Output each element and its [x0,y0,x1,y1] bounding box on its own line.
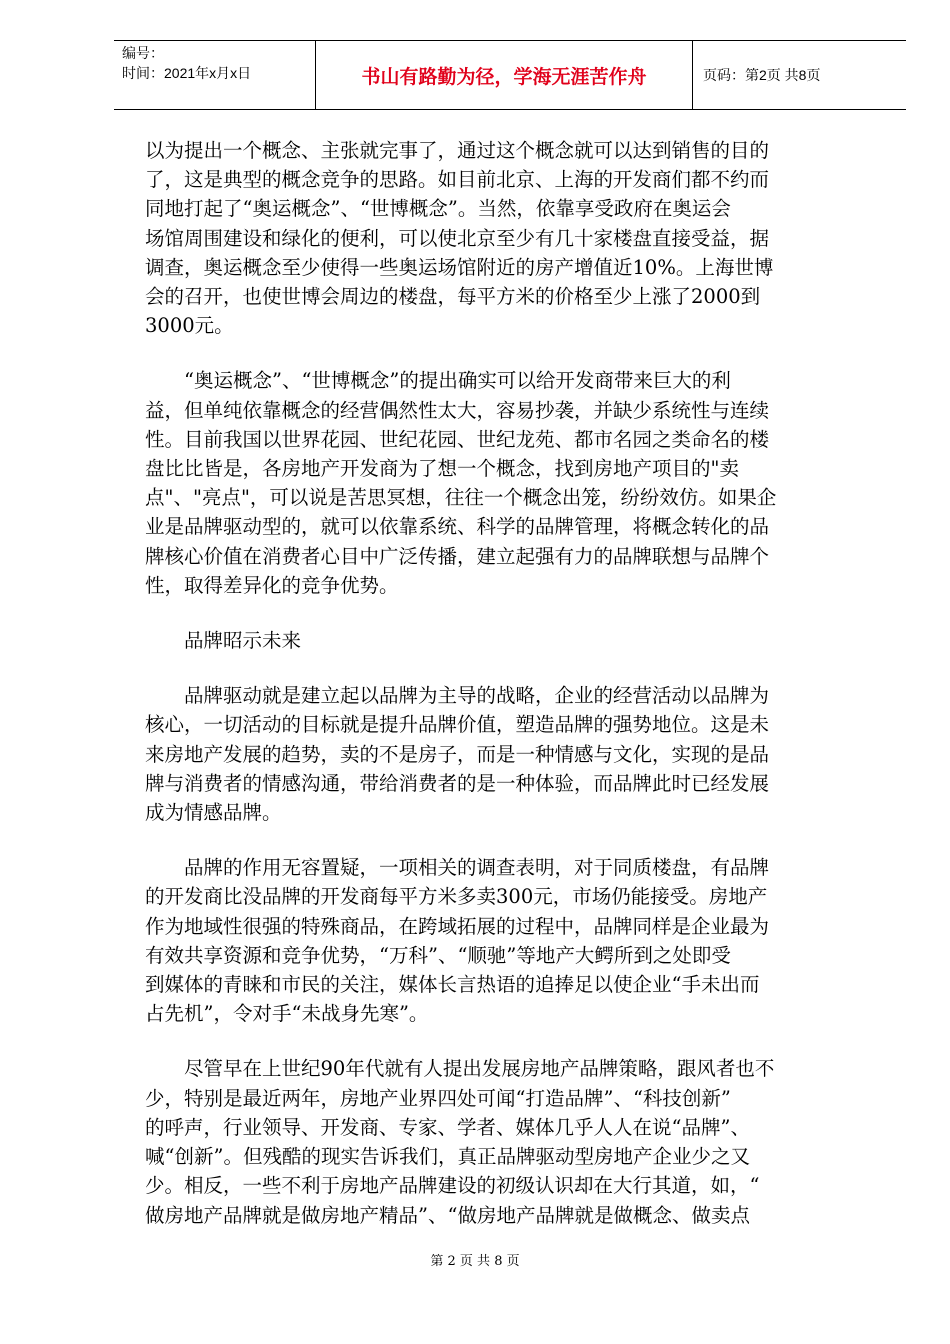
number-label: 编号： [122,45,164,61]
text-line: 做房地产品牌就是做房地产精品”、“做房地产品牌就是做概念、做卖点 [145,1203,750,1227]
document-header [114,40,906,110]
text-line: 性。目前我国以世界花园、世纪花园、世纪龙苑、都市名园之类命名的楼 [145,427,770,451]
text-line: 到媒体的青睐和市民的关注，媒体长言热语的追捧足以使企业“手未出而 [145,973,760,997]
text-line: 尽管早在上世纪90年代就有人提出发展房地产品牌策略，跟风者也不 [145,1057,775,1081]
time-label: 时间：2021年x月x日 [122,65,252,81]
text-line: 的开发商比没品牌的开发商每平方米多卖300元，市场仍能接受。房地产 [145,885,768,909]
text-line: 品牌昭示未来 [145,629,302,653]
header-motto: 书山有路勤为径，学海无涯苦作舟 [316,41,693,109]
text-line: 的呼声，行业领导、开发商、专家、学者、媒体几乎人人在说“品牌”、 [145,1115,750,1139]
text-line: 业是品牌驱动型的，就可以依靠系统、科学的品牌管理，将概念转化的品 [145,515,770,539]
text-line: “奥运概念”、“世博概念”的提出确实可以给开发商带来巨大的利 [145,369,731,393]
header-page-info: 页码：第2页 共8页 [703,67,821,83]
text-line: 场馆周围建设和绿化的便利，可以使北京至少有几十家楼盘直接受益，据 [145,226,770,250]
body-paragraph [145,136,861,340]
body-paragraph [145,681,861,827]
text-line: 会的召开，也使世博会周边的楼盘，每平方米的价格至少上涨了2000到 [145,285,761,309]
text-line: 牌核心价值在消费者心目中广泛传播，建立起强有力的品牌联想与品牌个 [145,544,770,568]
text-line: 品牌的作用无容置疑，一项相关的调查表明，对于同质楼盘，有品牌 [145,856,770,880]
body-paragraph [145,626,861,655]
text-line: 性，取得差异化的竞争优势。 [145,573,399,597]
text-line: 点"、"亮点"，可以说是苦思冥想，往往一个概念出笼，纷纷效仿。如果企 [145,486,777,510]
body-paragraph [145,366,861,600]
text-line: 调查，奥运概念至少使得一些奥运场馆附近的房产增值近10%。上海世博 [145,255,774,279]
header-meta [114,41,316,109]
text-line: 少，特别是最近两年，房地产业界四处可闻“打造品牌”、“科技创新” [145,1086,731,1110]
text-line: 益，但单纯依靠概念的经营偶然性太大，容易抄袭，并缺少系统性与连续 [145,398,770,422]
text-line: 作为地域性很强的特殊商品，在跨域拓展的过程中，品牌同样是企业最为 [145,914,770,938]
text-line: 有效共享资源和竞争优势，“万科”、“顺驰”等地产大鳄所到之处即受 [145,943,731,967]
text-line: 同地打起了“奥运概念”、“世博概念”。当然，依靠享受政府在奥运会 [145,197,731,221]
text-line: 牌与消费者的情感沟通，带给消费者的是一种体验，而品牌此时已经发展 [145,771,770,795]
body-paragraph [145,1054,861,1229]
page-footer: 第 2 页 共 8 页 [430,1254,520,1269]
body-paragraph [145,853,861,1028]
text-line: 3000元。 [145,314,234,338]
text-line: 占先机”，令对手“未战身先寒”。 [145,1002,429,1026]
text-line: 以为提出一个概念、主张就完事了，通过这个概念就可以达到销售的目的 [145,139,770,162]
text-line: 成为情感品牌。 [145,801,282,825]
text-line: 少。相反，一些不利于房地产品牌建设的初级认识却在大行其道，如，“ [145,1174,760,1198]
text-line: 核心，一切活动的目标就是提升品牌价值，塑造品牌的强势地位。这是未 [145,713,770,737]
text-line: 喊“创新”。但残酷的现实告诉我们，真正品牌驱动型房地产企业少之又 [145,1145,750,1169]
document-body [145,136,861,1256]
text-line: 盘比比皆是，各房地产开发商为了想一个概念，找到房地产项目的"卖 [145,457,739,481]
text-line: 了，这是典型的概念竞争的思路。如目前北京、上海的开发商们都不约而 [145,168,770,192]
text-line: 品牌驱动就是建立起以品牌为主导的战略，企业的经营活动以品牌为 [145,684,770,708]
text-line: 来房地产发展的趋势，卖的不是房子，而是一种情感与文化，实现的是品 [145,742,770,766]
